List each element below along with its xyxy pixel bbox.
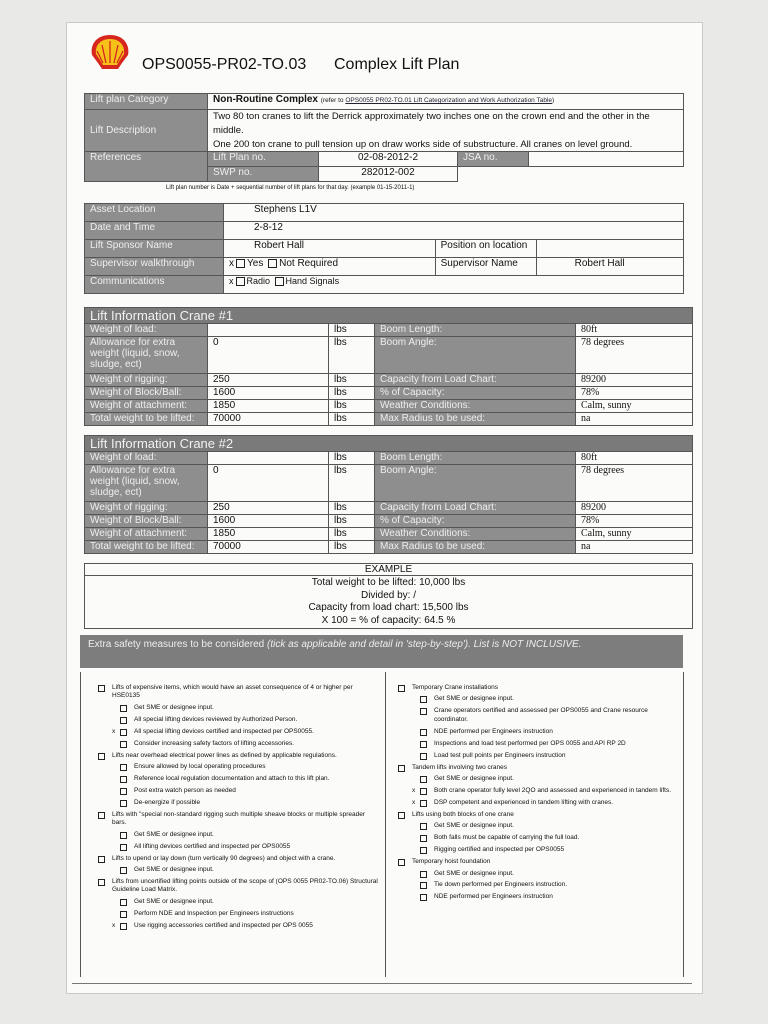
- checkbox[interactable]: [120, 899, 127, 906]
- crane-2-row-label2: Max Radius to be used:: [375, 541, 576, 554]
- crane-2-row-unit: lbs: [329, 452, 375, 465]
- lift-plan-no-label: Lift Plan no.: [208, 152, 319, 167]
- checkbox[interactable]: [120, 800, 127, 807]
- crane-1-row-value: [208, 324, 329, 337]
- checkbox[interactable]: [98, 812, 105, 819]
- crane-2-row-value: 1850: [208, 528, 329, 541]
- safety-item-text: Post extra watch person as needed: [134, 786, 236, 794]
- checkbox[interactable]: [420, 871, 427, 878]
- safety-item: [396, 822, 678, 830]
- not-required-checkbox[interactable]: [268, 259, 277, 268]
- checkbox[interactable]: [420, 741, 427, 748]
- safety-item-text: Ensure allowed by local operating procedures: [134, 763, 266, 771]
- crane-1-row-label2: Weather Conditions:: [375, 400, 576, 413]
- safety-item-text: Lifts from uncertified lifting points outside of the scope of (OPS 0055 PR02-TO.06) Structural Guideline Load Matrix.: [112, 877, 378, 894]
- crane-1-title: Lift Information Crane #1: [85, 308, 693, 324]
- safety-item: [396, 707, 678, 724]
- example-body: [85, 576, 693, 629]
- safety-item-text: Inspections and load test performed per OPS 0055 and API RP 2D: [434, 739, 626, 747]
- safety-item-text: NDE performed per Engineers instruction: [434, 893, 553, 901]
- checkbox[interactable]: [398, 685, 405, 692]
- safety-item: [396, 858, 678, 866]
- crane-1-row-unit: lbs: [329, 387, 375, 400]
- date-value: 2-8-12: [224, 222, 684, 240]
- safety-item-text: Perform NDE and Inspection per Engineers instructions: [134, 909, 294, 917]
- crane-2-row-label2: Boom Angle:: [375, 465, 576, 502]
- crane-2-row-value: 250: [208, 502, 329, 515]
- category-ref-link[interactable]: OPS0055 PR02-TO.01 Lift Categorization and Work Authorization Table: [345, 97, 553, 104]
- jsa-label: JSA no.: [458, 152, 529, 167]
- crane-2-title: Lift Information Crane #2: [85, 436, 693, 452]
- safety-item-text: Both crane operator fully level 2QO and assessed and experienced in tandem lifts.: [434, 786, 672, 794]
- crane-2-row-value: 1600: [208, 515, 329, 528]
- checkbox[interactable]: [120, 741, 127, 748]
- safety-item: [396, 740, 678, 748]
- crane-1-row-unit: lbs: [329, 324, 375, 337]
- crane-2-row-label: Weight of attachment:: [85, 528, 208, 541]
- swp-label: SWP no.: [208, 167, 319, 182]
- safety-item-text: Lifts near overhead electrical power lines as defined by applicable regulations.: [112, 751, 337, 759]
- safety-item: [96, 855, 378, 863]
- safety-item: [96, 843, 378, 851]
- safety-item: [96, 704, 378, 712]
- crane-2-row-value2: 80ft: [576, 452, 693, 465]
- crane-2-row-label: Weight of load:: [85, 452, 208, 465]
- safety-item: [396, 881, 678, 889]
- safety-item: [96, 728, 378, 736]
- crane-2-row-value2: 78%: [576, 515, 693, 528]
- safety-item-text: Get SME or designee input.: [134, 866, 214, 873]
- crane-1-row-value2: 80ft: [576, 324, 693, 337]
- hand-signals-checkbox[interactable]: [275, 277, 284, 286]
- safety-item: [96, 811, 378, 828]
- safety-item: [396, 764, 678, 772]
- crane-2-row-unit: lbs: [329, 541, 375, 554]
- crane-1-row-unit: lbs: [329, 337, 375, 374]
- safety-header-main: Extra safety measures to be considered: [88, 639, 267, 650]
- checkbox[interactable]: [120, 832, 127, 839]
- crane-2-row-value2: 89200: [576, 502, 693, 515]
- safety-item-text: Get SME or designee input.: [134, 830, 214, 838]
- safety-item: [396, 893, 678, 901]
- safety-item-text: Get SME or designee input.: [434, 695, 514, 703]
- safety-item-text: DSP competent and experienced in tandem lifting with cranes.: [434, 798, 614, 806]
- description-label: Lift Description: [85, 110, 208, 152]
- safety-item-text: Get SME or designee input.: [134, 703, 214, 711]
- checkbox[interactable]: [420, 788, 427, 795]
- crane-2-table: [84, 435, 693, 554]
- category-cell: Non-Routine Complex (refer to OPS0055 PR02-TO.01 Lift Categorization and Work Authorization Table): [208, 94, 684, 110]
- example-line: Divided by: /: [360, 589, 417, 601]
- crane-1-row-label2: Capacity from Load Chart:: [375, 374, 576, 387]
- supervisor-label: Supervisor Name: [435, 258, 536, 276]
- checkbox[interactable]: [98, 856, 105, 863]
- checkbox[interactable]: [120, 717, 127, 724]
- crane-1-row-label: Weight of rigging:: [85, 374, 208, 387]
- checkbox[interactable]: [398, 812, 405, 819]
- crane-2-row-unit: lbs: [329, 465, 375, 502]
- position-label: Position on location: [435, 240, 536, 258]
- description-line-1: Two 80 ton cranes to lift the Derrick approximately two inches one on the crown end and the other in the middle.: [213, 111, 650, 136]
- safety-item-text: Get SME or designee input.: [434, 869, 514, 877]
- safety-item: [96, 775, 378, 783]
- lift-plan-no: 02-08-2012-2: [319, 152, 458, 167]
- safety-item-text: Rigging certified and inspected per OPS0055: [434, 846, 565, 854]
- description-line-2: One 200 ton crane to pull tension up on draw works side of substructure. All cranes on level ground.: [213, 138, 633, 150]
- safety-item-text: All special lifting devices reviewed by Authorized Person.: [134, 715, 298, 723]
- crane-2-row-value: [208, 452, 329, 465]
- date-label: Date and Time: [85, 222, 224, 240]
- checkbox[interactable]: [420, 708, 427, 715]
- safety-item-text: De-energize if possible: [134, 798, 201, 806]
- safety-item: [396, 728, 678, 736]
- crane-1-row-label: Weight of Block/Ball:: [85, 387, 208, 400]
- example-line: Capacity from load chart: 15,500 lbs: [308, 602, 469, 613]
- example-line: X 100 = % of capacity: 64.5 %: [321, 614, 456, 626]
- safety-item-text: All special lifting devices certified and inspected per OPS0055.: [134, 727, 314, 735]
- position-value: [536, 240, 683, 258]
- jsa-value: [529, 152, 684, 167]
- safety-left-list: [96, 684, 378, 934]
- crane-1-row-label: Weight of attachment:: [85, 400, 208, 413]
- crane-1-row-label: Weight of load:: [85, 324, 208, 337]
- sponsor-value: Robert Hall: [224, 240, 436, 258]
- safety-item: [96, 922, 378, 930]
- walkthrough-label: Supervisor walkthrough: [85, 258, 224, 276]
- example-title: EXAMPLE: [85, 564, 693, 576]
- checkbox[interactable]: [98, 879, 105, 886]
- radio-checkbox[interactable]: [236, 277, 245, 286]
- safety-item: [96, 866, 378, 874]
- checkbox[interactable]: [420, 835, 427, 842]
- safety-item: [396, 834, 678, 842]
- checkbox[interactable]: [120, 844, 127, 851]
- crane-2-row-label: Weight of Block/Ball:: [85, 515, 208, 528]
- crane-2-row-label2: Weather Conditions:: [375, 528, 576, 541]
- safety-item-text: Lifts to upend or lay down (turn vertically 90 degrees) and object with a crane.: [112, 854, 336, 862]
- crane-2-row-unit: lbs: [329, 528, 375, 541]
- crane-2-row-value2: 78 degrees: [576, 465, 693, 502]
- safety-item-text: Tie down performed per Engineers instruction.: [434, 881, 568, 889]
- category-label: Lift plan Category: [85, 94, 208, 110]
- safety-item-text: NDE performed per Engineers instruction: [434, 727, 553, 735]
- crane-1-row-unit: lbs: [329, 413, 375, 426]
- safety-item-text: Get SME or designee input.: [434, 822, 514, 830]
- safety-item-text: Temporary Crane installations: [412, 684, 498, 691]
- crane-1-row-unit: lbs: [329, 400, 375, 413]
- crane-1-row-value2: 78 degrees: [576, 337, 693, 374]
- checkbox[interactable]: [398, 765, 405, 772]
- crane-1-row-value2: na: [576, 413, 693, 426]
- crane-2-row-value2: Calm, sunny: [576, 528, 693, 541]
- safety-item-text: Consider increasing safety factors of lifting accessories.: [134, 739, 295, 747]
- crane-2-row-label: Weight of rigging:: [85, 502, 208, 515]
- safety-item: [96, 878, 378, 895]
- checkbox[interactable]: [420, 776, 427, 783]
- swp-no: 282012-002: [319, 167, 458, 182]
- crane-1-row-label2: Max Radius to be used:: [375, 413, 576, 426]
- description-cell: [208, 110, 684, 152]
- crane-1-row-unit: lbs: [329, 374, 375, 387]
- lift-plan-footnote: Lift plan number is Date + sequential number of lift plans for that day. (example 01-15-2011-1): [166, 185, 415, 191]
- crane-1-row-value: 1600: [208, 387, 329, 400]
- check-mark: x: [112, 727, 116, 735]
- safety-item-text: Lifts with "special non-standard rigging such multiple sheave blocks or multiple spreader bars.: [112, 810, 366, 827]
- safety-item-text: Temporary hoist foundation: [412, 858, 491, 866]
- crane-1-row-label2: % of Capacity:: [375, 387, 576, 400]
- checkbox[interactable]: [420, 882, 427, 889]
- checkbox[interactable]: [120, 776, 127, 783]
- safety-item-text: Lifts using both blocks of one crane: [412, 810, 514, 818]
- checkbox[interactable]: [120, 911, 127, 918]
- checkbox[interactable]: [98, 753, 105, 760]
- check-mark: x: [412, 786, 416, 794]
- checkbox[interactable]: [420, 696, 427, 703]
- crane-1-table: [84, 307, 693, 426]
- safety-item: [96, 799, 378, 807]
- crane-1-row-value: 250: [208, 374, 329, 387]
- safety-item: [96, 787, 378, 795]
- crane-2-row-label2: Boom Length:: [375, 452, 576, 465]
- asset-location-label: Asset Location: [85, 204, 224, 222]
- sponsor-label: Lift Sponsor Name: [85, 240, 224, 258]
- safety-right-list: [396, 684, 678, 905]
- category-value: Non-Routine Complex: [213, 94, 318, 105]
- safety-item-text: Use rigging accessories certified and inspected per OPS 0055: [134, 921, 313, 929]
- crane-1-row-label: Total weight to be lifted:: [85, 413, 208, 426]
- asset-table: [84, 203, 684, 294]
- crane-2-row-unit: lbs: [329, 515, 375, 528]
- safety-item-text: Crane operators certified and assessed per OPS0055 and Crane resource coordinator.: [434, 707, 648, 723]
- safety-item: [96, 752, 378, 760]
- crane-2-row-label2: % of Capacity:: [375, 515, 576, 528]
- crane-2-row-value: 70000: [208, 541, 329, 554]
- checkbox[interactable]: [420, 894, 427, 901]
- checkbox[interactable]: [420, 729, 427, 736]
- crane-2-row-label: Total weight to be lifted:: [85, 541, 208, 554]
- document-title: Complex Lift Plan: [334, 56, 460, 73]
- safety-item-text: Get SME or designee input.: [134, 897, 214, 905]
- checkbox[interactable]: [120, 788, 127, 795]
- crane-1-row-label2: Boom Length:: [375, 324, 576, 337]
- crane-2-row-value: 0: [208, 465, 329, 502]
- safety-item: [396, 684, 678, 692]
- example-line: Total weight to be lifted: 10,000 lbs: [311, 577, 466, 588]
- crane-1-row-value2: 89200: [576, 374, 693, 387]
- safety-item-text: Get SME or designee input.: [434, 775, 514, 782]
- asset-location: Stephens L1V: [224, 204, 684, 222]
- checkbox[interactable]: [398, 859, 405, 866]
- supervisor-value: Robert Hall: [536, 258, 683, 276]
- crane-2-row-value2: na: [576, 541, 693, 554]
- checkbox[interactable]: [120, 764, 127, 771]
- safety-item: [396, 695, 678, 703]
- crane-1-row-value2: Calm, sunny: [576, 400, 693, 413]
- safety-header: [80, 635, 683, 668]
- safety-item: [396, 752, 678, 760]
- check-mark: x: [412, 798, 416, 806]
- crane-2-row-unit: lbs: [329, 502, 375, 515]
- checkbox[interactable]: [120, 923, 127, 930]
- crane-2-row-label2: Capacity from Load Chart:: [375, 502, 576, 515]
- example-table: [84, 563, 693, 629]
- safety-item: [96, 763, 378, 771]
- lift-plan-table: [84, 93, 684, 182]
- crane-1-row-label: Allowance for extra weight (liquid, snow, sludge, ect): [85, 337, 208, 374]
- safety-item: [96, 740, 378, 748]
- communications-label: Communications: [85, 276, 224, 294]
- safety-header-note: (tick as applicable and detail in 'step-by-step'). List is NOT INCLUSIVE.: [266, 639, 582, 650]
- safety-item: [396, 846, 678, 854]
- crane-2-row-label: Allowance for extra weight (liquid, snow, sludge, ect): [85, 465, 208, 502]
- checkbox[interactable]: [420, 800, 427, 807]
- communications-options: x Radio Hand Signals: [224, 276, 684, 294]
- document-id: OPS0055-PR02-TO.03: [142, 56, 307, 73]
- safety-item: [396, 787, 678, 795]
- crane-1-row-label2: Boom Angle:: [375, 337, 576, 374]
- crane-1-row-value2: 78%: [576, 387, 693, 400]
- checkbox[interactable]: [420, 823, 427, 830]
- yes-checkbox[interactable]: [236, 259, 245, 268]
- safety-item-text: Reference local regulation documentation and attach to this lift plan.: [134, 775, 330, 782]
- shell-logo: [88, 33, 132, 71]
- safety-item: [96, 831, 378, 839]
- walkthrough-options: x Yes Not Required: [224, 258, 436, 276]
- crane-1-row-value: 70000: [208, 413, 329, 426]
- safety-item: [396, 775, 678, 783]
- safety-item-text: Tandem lifts involving two cranes: [412, 763, 508, 771]
- safety-item-text: Both falls must be capable of carrying the full load.: [434, 834, 580, 842]
- checkbox[interactable]: [420, 847, 427, 854]
- checkbox[interactable]: [420, 753, 427, 760]
- crane-1-row-value: 1850: [208, 400, 329, 413]
- safety-item: [96, 898, 378, 906]
- safety-item-text: Load test pull points per Engineers instruction: [434, 751, 566, 759]
- safety-item: [396, 811, 678, 819]
- safety-item-text: All lifting devices certified and inspected per OPS0055: [134, 842, 291, 850]
- safety-item: [396, 870, 678, 878]
- safety-item: [96, 684, 378, 701]
- safety-item-text: Lifts of expensive items, which would have an asset consequence of 4 or higher per HSE0135: [112, 684, 353, 700]
- safety-item: [396, 799, 678, 807]
- check-mark: x: [112, 921, 116, 929]
- safety-item: [96, 716, 378, 724]
- checkbox[interactable]: [120, 867, 127, 874]
- crane-1-row-value: 0: [208, 337, 329, 374]
- references-label: References: [85, 152, 208, 182]
- checkbox[interactable]: [98, 685, 105, 692]
- checkbox[interactable]: [120, 729, 127, 736]
- checkbox[interactable]: [120, 705, 127, 712]
- safety-item: [96, 910, 378, 918]
